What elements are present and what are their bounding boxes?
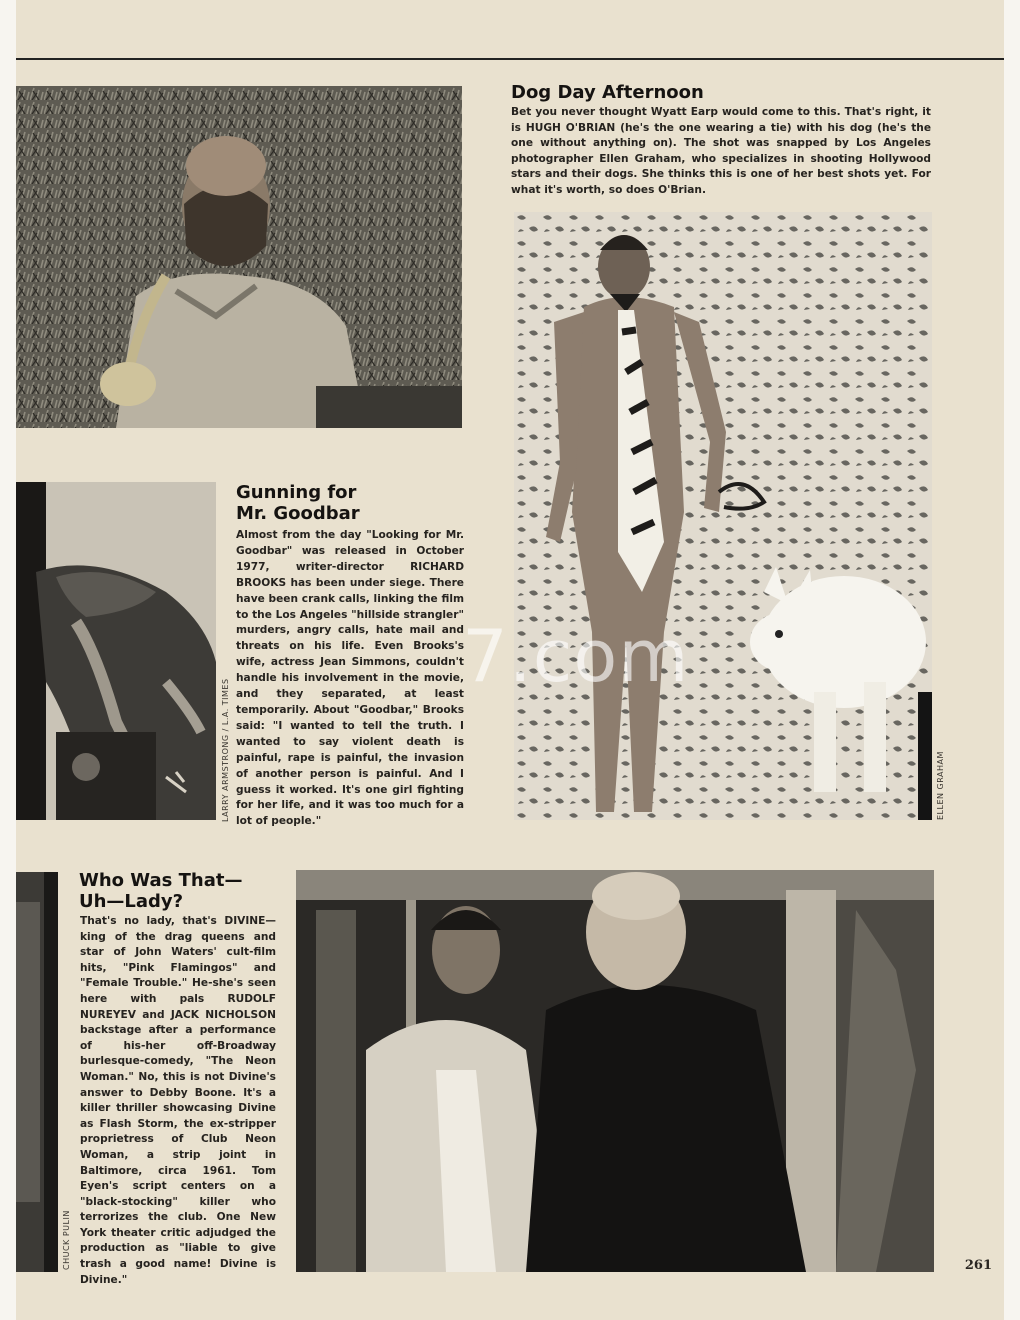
photo-divine-nicholson-image [296,870,934,1272]
photo-saxophonist [16,86,462,428]
photo-saxophonist-image [16,86,462,428]
top-rule [16,58,1004,60]
goodbar-headline-line2: Mr. Goodbar [236,503,360,524]
dog-day-body: Bet you never thought Wyatt Earp would come to this. That's right, it is HUGH O'BRIAN (he's the one wearing a tie) with his dog (he's the one without anything on). The shot was snapped by Los Angeles photographer Ellen Graham, who specializes in shooting Hollywood stars and their dogs. She thinks this is one of her best shots yet. For what it's worth, so does O'Brian. [511,106,931,196]
photo-goodbar-image [16,482,216,820]
page-number: 261 [964,1258,992,1273]
photo-obrian-dog [514,212,932,820]
dog-photo-credit: ELLEN GRAHAM [936,751,945,820]
photo-left-strip [16,872,58,1272]
divine-body: That's no lady, that's DIVINE—king of the drag queens and star of John Waters' cult-film hits, "Pink Flamingos" and "Female Trouble." He-she's seen here with pals RUDOLF NUREYEV and JACK NICHOLSON backstage after a performance of his-her off-Broadway burlesque-comedy, "The Neon Woman." No, this is not Divine's answer to Debby Boone. It's a killer thriller showcasing Divine as Flash Storm, the ex-stripper proprietress of Club Neon Woman, a strip joint in Baltimore, circa 1961. Tom Eyen's script centers on a "black-stocking" killer who terrorizes the club. One New York theater critic adjudged the production as "liable to give trash a good name! Divine is Divine." [80,915,276,1286]
page-margin-left [0,0,16,1320]
divine-photo-credit: CHUCK PULIN [62,1210,71,1270]
photo-obrian-dog-image [514,212,932,820]
watermark: 7.com [462,614,690,698]
goodbar-headline-line1: Gunning for [236,482,357,503]
divine-headline-line2: Uh—Lady? [79,891,184,912]
page-margin-right [1004,0,1020,1320]
divine-headline [79,870,289,912]
goodbar-body: Almost from the day "Looking for Mr. Goodbar" was released in October 1977, writer-director RICHARD BROOKS has been under siege. There have been crank calls, linking the film to the Los Angeles "hillside strangler" murders, angry calls, hate mail and threats on his life. Even Brooks's wife, actress Jean Simmons, couldn't handle his involvement in the movie, and they separated, at least temporarily. About "Goodbar," Brooks said: "I wanted to tell the truth. I wanted to say violent death is painful, rape is painful, the invasion of another person is painful. And I guess it worked. It's one girl fighting for her life, and it was too much for a lot of people." [236,529,464,828]
photo-goodbar [16,482,216,820]
photo-divine-nicholson [296,870,934,1272]
goodbar-photo-credit: LARRY ARMSTRONG / L.A. TIMES [221,678,230,822]
divine-headline-line1: Who Was That— [79,870,243,891]
goodbar-headline [236,482,472,524]
dog-day-headline: Dog Day Afternoon [511,82,704,103]
photo-left-strip-image [16,872,58,1272]
